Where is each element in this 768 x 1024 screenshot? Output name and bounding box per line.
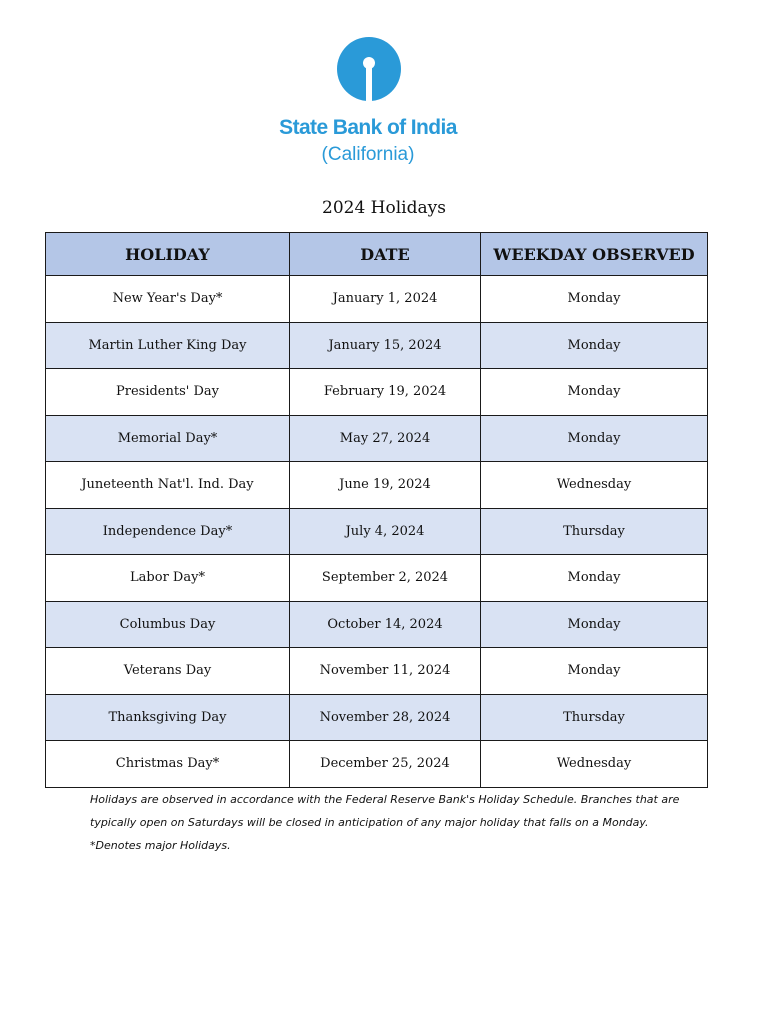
holiday-cell: Martin Luther King Day xyxy=(46,322,290,369)
weekday-cell: Monday xyxy=(481,322,708,369)
date-cell: July 4, 2024 xyxy=(290,508,481,555)
table-row xyxy=(46,462,708,509)
holiday-cell: Christmas Day* xyxy=(46,741,290,788)
holiday-cell: Independence Day* xyxy=(46,508,290,555)
date-cell: November 11, 2024 xyxy=(290,648,481,695)
date-cell: September 2, 2024 xyxy=(290,555,481,602)
holiday-cell: Veterans Day xyxy=(46,648,290,695)
holiday-cell: Columbus Day xyxy=(46,601,290,648)
date-cell: December 25, 2024 xyxy=(290,741,481,788)
holiday-cell: Juneteenth Nat'l. Ind. Day xyxy=(46,462,290,509)
date-cell: November 28, 2024 xyxy=(290,694,481,741)
holiday-cell: Labor Day* xyxy=(46,555,290,602)
table-row xyxy=(46,369,708,416)
weekday-cell: Monday xyxy=(481,276,708,323)
table-header-row xyxy=(46,233,708,276)
weekday-cell: Wednesday xyxy=(481,462,708,509)
weekday-cell: Wednesday xyxy=(481,741,708,788)
table-row xyxy=(46,415,708,462)
table-row xyxy=(46,694,708,741)
footnote: Holidays are observed in accordance with the Federal Reserve Bank's Holiday Schedule. Branches that are typically open on Saturdays will be closed in anticipation of any major holiday that falls on a Monday. *Denotes major Holidays. xyxy=(90,793,680,852)
date-cell: May 27, 2024 xyxy=(290,415,481,462)
column-header-holiday: HOLIDAY xyxy=(46,233,290,276)
holiday-cell: New Year's Day* xyxy=(46,276,290,323)
table-row xyxy=(46,508,708,555)
weekday-cell: Thursday xyxy=(481,694,708,741)
weekday-cell: Monday xyxy=(481,415,708,462)
weekday-cell: Monday xyxy=(481,601,708,648)
table-row xyxy=(46,555,708,602)
column-header-date: DATE xyxy=(290,233,481,276)
weekday-cell: Monday xyxy=(481,369,708,416)
holiday-cell: Presidents' Day xyxy=(46,369,290,416)
holiday-table xyxy=(45,232,708,788)
bank-name: State Bank of India xyxy=(279,116,457,139)
table-row xyxy=(46,601,708,648)
date-cell: February 19, 2024 xyxy=(290,369,481,416)
table-row xyxy=(46,648,708,695)
sbi-logo-icon xyxy=(336,33,402,105)
weekday-cell: Monday xyxy=(481,648,708,695)
holiday-cell: Memorial Day* xyxy=(46,415,290,462)
table-row xyxy=(46,276,708,323)
sbi-logo xyxy=(270,30,470,170)
table-row xyxy=(46,322,708,369)
weekday-cell: Monday xyxy=(481,555,708,602)
page-title: 2024 Holidays xyxy=(322,198,446,218)
weekday-cell: Thursday xyxy=(481,508,708,555)
holiday-cell: Thanksgiving Day xyxy=(46,694,290,741)
column-header-weekday: WEEKDAY OBSERVED xyxy=(481,233,708,276)
table-row xyxy=(46,741,708,788)
bank-region: (California) xyxy=(321,144,415,165)
date-cell: January 15, 2024 xyxy=(290,322,481,369)
date-cell: June 19, 2024 xyxy=(290,462,481,509)
date-cell: October 14, 2024 xyxy=(290,601,481,648)
date-cell: January 1, 2024 xyxy=(290,276,481,323)
